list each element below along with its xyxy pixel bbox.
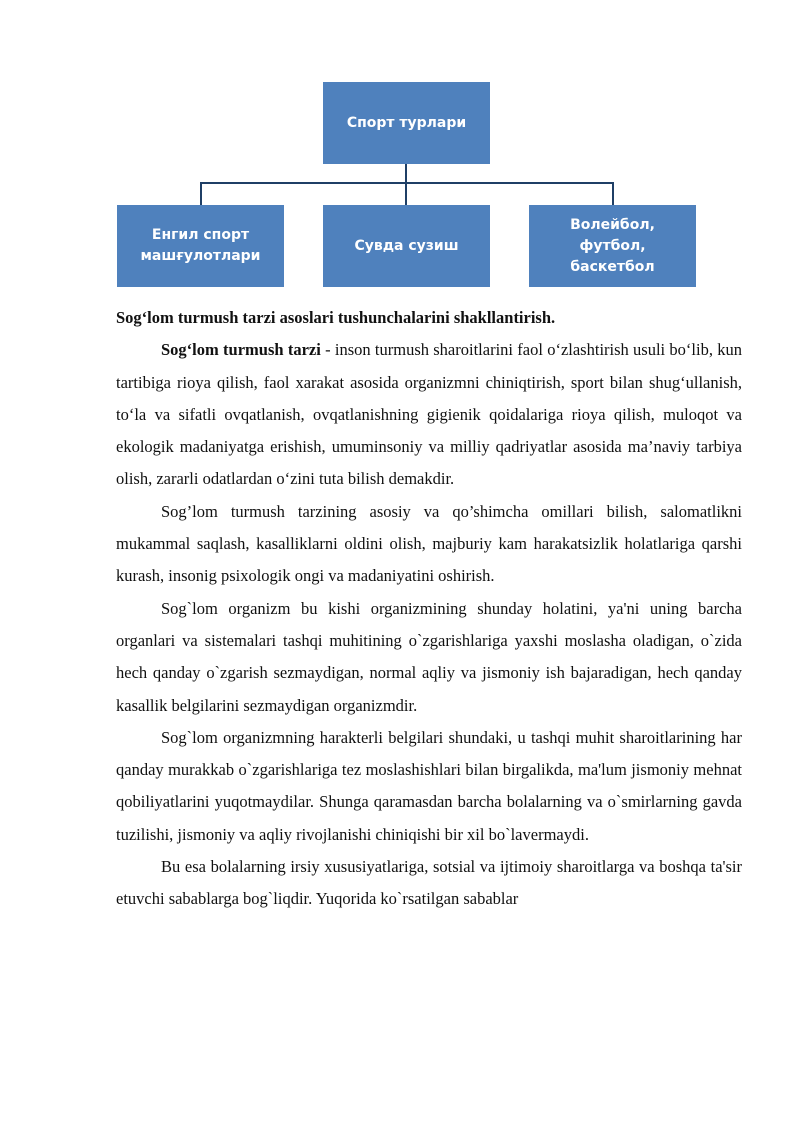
paragraph-5: Bu esa bolalarning irsiy xususiyatlariga, sotsial va ijtimoiy sharoitlarga va boshqa ta'sir etuvchi sabablarga bog`liqdir. Yuqorida ko`rsatilgan sabablar — [116, 857, 742, 909]
paragraph-1 — [116, 334, 742, 495]
paragraph-3: Sog`lom organizm bu kishi organizmining shunday holatini, ya'ni uning barcha organlari va sistemalari tashqi muhitining o`zgarishlariga yaxshi moslasha oladigan, o`zida hech qanday o`zgarish sezmaydigan, normal aqliy va jismoniy ish bajaradigan, hech qanday kasallik belgilarini sezmaydigan organizmdir. — [116, 598, 742, 715]
diagram-child-light-sport: Енгил спорт машғулотлари — [117, 205, 284, 287]
defined-term: Sog‘lom turmush tarzi — [161, 340, 321, 360]
paragraph-4: Sog`lom organizmning harakterli belgilari shundaki, u tashqi muhit sharoitlarining har qanday murakkab o`zgarishlariga tez moslashishlari bilan birgalikda, ma'lum jismoniy mehnat qobiliyatlarini yuqotmaydilar. Shunga qaramasdan barcha bolalarning va o`smirlarning gavda tuzilishi, jismoniy va aqliy rivojlanishi chiniqishi bir xil bo`lavermaydi. — [116, 727, 742, 844]
paragraph-1-text: - inson turmush sharoitlarini faol o‘zlashtirish usuli bo‘lib, kun tartibiga rioya qilish, faol xarakat asosida organizmni chiniqtirish, sport bilan shug‘ullanish, to‘la va sifatli ovqatlanish, ovqatlanishning gigienik qoidalariga rioya qilish, muloqot va ekologik madaniyatga erishish, umuminsoniy va milliy qadriyatlar asosida ma’naviy tarbiya olish, zararli odatlardan o‘zini tuta bilish demakdir. — [116, 340, 742, 489]
section-heading: Sog‘lom turmush tarzi asoslari tushunchalarini shakllantirish. — [116, 308, 556, 327]
sport-types-diagram — [0, 0, 800, 300]
diagram-child-swimming: Сувда сузиш — [323, 205, 490, 287]
diagram-root-box: Спорт турлари — [323, 82, 490, 164]
paragraph-2: Sog’lom turmush tarzining asosiy va qo’shimcha omillari bilish, salomatlikni mukammal saqlash, kasalliklarni oldini olish, majburiy kam harakatsizlik holatlariga qarshi kurash, insonig psixologik ongi va madaniyatini oshirish. — [116, 501, 742, 586]
diagram-child-ball-games: Волейбол, футбол, баскетбол — [529, 205, 696, 287]
document-body — [116, 302, 742, 916]
